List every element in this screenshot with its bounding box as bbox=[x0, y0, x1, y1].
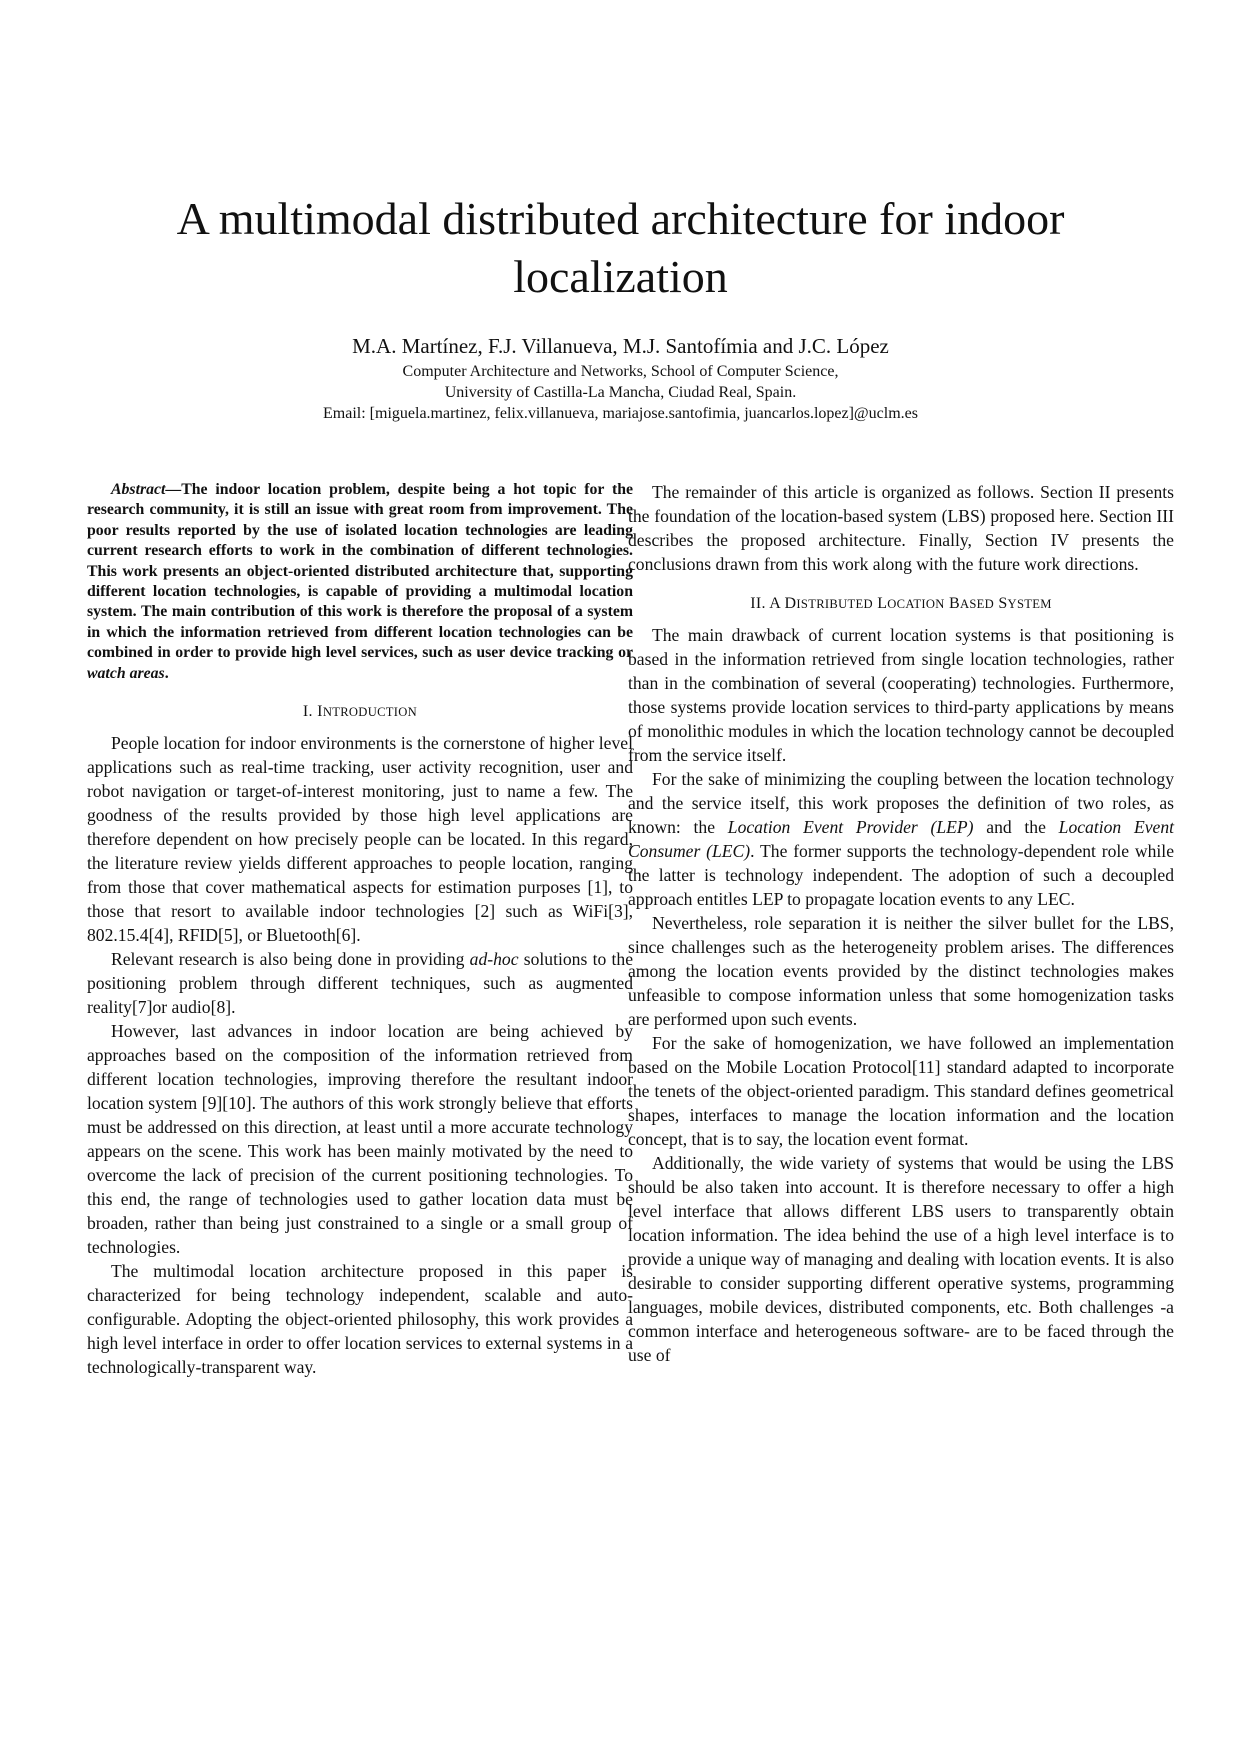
paragraph: Relevant research is also being done in providing ad-hoc solutions to the positioning problem through different techniques, such as augmented reality[7]or audio[8]. bbox=[87, 949, 634, 1018]
paragraph: Additionally, the wide variety of systems that would be using the LBS should be also taken into account. It is therefore necessary to offer a high level interface that allows different LBS users to transparently obtain location information. The idea behind the use of a high level interface is to provide a unique way of managing and dealing with location events. It is also desirable to consider supporting different operative systems, programming languages, mobile devices, distributed components, etc. Both challenges -a common interface and heterogeneous software- are to be faced through the use of bbox=[628, 1153, 1174, 1365]
paragraph: The main drawback of current location systems is that positioning is based in the information retrieved from single location technologies, rather than in the combination of several (cooperating) technologies. Furthermore, those systems provide location services to third-party applications by means of monolithic modules in which the location technology cannot be decoupled from the service itself. bbox=[628, 625, 1174, 765]
section-heading-distributed-lbs: II. A DISTRIBUTED LOCATION BASED SYSTEM bbox=[750, 595, 1052, 612]
paragraph: For the sake of minimizing the coupling between the location technology and the service itself, this work proposes the definition of two roles, as known: the Location Event Provider (LEP) and the Location Event Consumer (LEC). The former supports the technology-dependent role while the latter is technology independent. The adoption of such a decoupled approach entitles LEP to propagate location events to any LEC. bbox=[628, 769, 1175, 909]
paragraph: People location for indoor environments is the cornerstone of higher level applications such as real-time tracking, user activity recognition, user and robot navigation or target-of-interest monitoring, just to name a few. The goodness of the results provided by those high level applications are therefore dependent on how precisely people can be located. In this regard, the literature review yields different approaches to people location, ranging from those that cover mathematical aspects for estimation purposes [1], to those that resort to available indoor technologies [2] such as WiFi[3], 802.15.4[4], RFID[5], or Bluetooth[6]. bbox=[87, 733, 633, 946]
email-line: Email: [miguela.martinez, felix.villanueva, mariajose.santofimia, juancarlos.lopez]@uclm.es bbox=[323, 405, 918, 422]
paragraph: The multimodal location architecture proposed in this paper is characterized for being technology independent, scalable and auto-configurable. Adopting the object-oriented philosophy, this work provides a high level interface in order to offer location services to external systems in a technologically-transparent way. bbox=[87, 1261, 633, 1378]
paper-title: A multimodal distributed architecture for indoor localization bbox=[176, 193, 1065, 302]
left-column bbox=[87, 480, 633, 1379]
author-list: M.A. Martínez, F.J. Villanueva, M.J. Santofímia and J.C. López bbox=[352, 334, 889, 358]
right-column bbox=[628, 480, 1174, 1367]
paragraph: Nevertheless, role separation it is neither the silver bullet for the LBS, since challenges such as the heterogeneity problem arises. The differences among the location events provided by the distinct technologies makes unfeasible to compose information unless that some homogenization tasks are performed upon such events. bbox=[628, 913, 1174, 1029]
paragraph: The remainder of this article is organized as follows. Section II presents the foundation of the location-based system (LBS) proposed here. Section III describes the proposed architecture. Finally, Section IV presents the conclusions drawn from this work along with the future work directions. bbox=[628, 482, 1174, 574]
affiliation-line: Computer Architecture and Networks, School of Computer Science, bbox=[402, 363, 839, 380]
paragraph: For the sake of homogenization, we have followed an implementation based on the Mobile Location Protocol[11] standard adapted to incorporate the tenets of the object-oriented paradigm. This standard defines geometrical shapes, interfaces to manage the location information and the location concept, that is to say, the location event format. bbox=[628, 1033, 1174, 1149]
abstract-label: Abstract bbox=[111, 481, 166, 498]
affiliation-line: University of Castilla-La Mancha, Ciudad Real, Spain. bbox=[444, 384, 797, 401]
section-heading-introduction: I. INTRODUCTION bbox=[302, 703, 418, 721]
paragraph: However, last advances in indoor location are being achieved by approaches based on the composition of the information retrieved from different location technologies, improving therefore the resultant indoor location system [9][10]. The authors of this work strongly believe that efforts must be addressed on this direction, at least until a more accurate technology appears on the scene. This work has been mainly motivated by the need to overcome the lack of precision of the current positioning technologies. To this end, the range of technologies used to gather location data must be broaden, rather than being just constrained to a single or a small group of technologies. bbox=[87, 1021, 633, 1258]
abstract-text: The indoor location problem, despite being a hot topic for the research community, it is still an issue with great room from improvement. The poor results reported by the use of isolated location technologies are leading current research efforts to work in the combination of different technologies. This work presents an object-oriented distributed architecture that, supporting different location technologies, is capable of providing a multimodal location system. The main contribution of this work is therefore the proposal of a system in which the information retrieved from different location technologies can be combined in order to provide high level services, such as user device tracking or bbox=[87, 481, 633, 662]
abstract: Abstract—The indoor location problem, despite being a hot topic for the research community, it is still an issue with great room from improvement. The poor results reported by the use of isolated location technologies are leading current research efforts to work in the combination of different technologies. This work presents an object-oriented distributed architecture that, supporting different location technologies, is capable of providing a multimodal location system. The main contribution of this work is therefore the proposal of a system in which the information retrieved from different location technologies can be combined in order to provide high level services, such as user device tracking or watch areas. bbox=[87, 481, 633, 682]
